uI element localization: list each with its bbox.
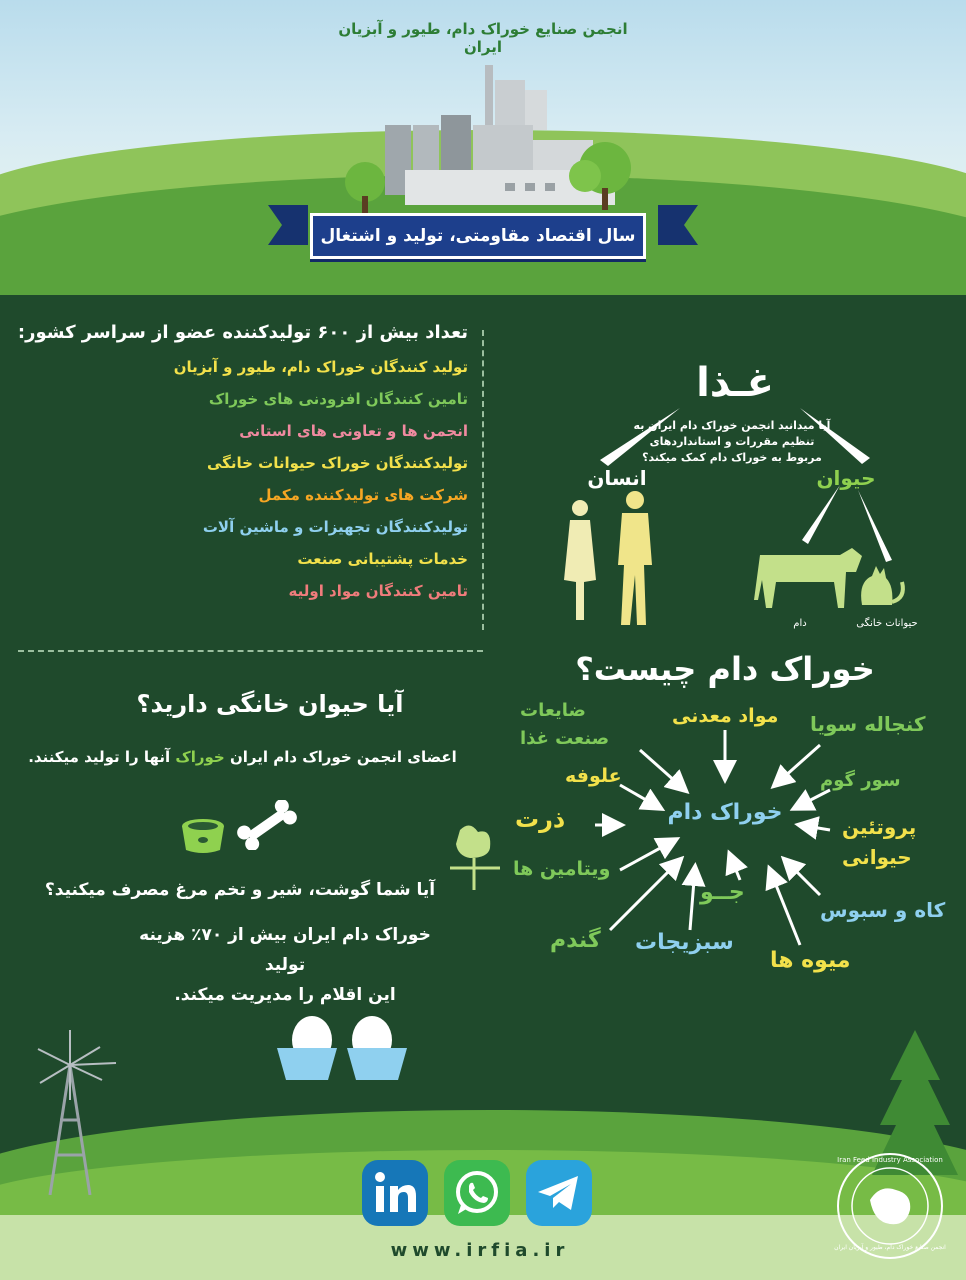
whatsapp-icon — [444, 1160, 510, 1226]
food-title: غـذا — [696, 360, 774, 406]
tree-icon — [560, 140, 650, 210]
pet-answer-after: آنها را تولید میکنند. — [28, 748, 171, 766]
member-item: تامین کنندگان مواد اولیه — [288, 582, 468, 600]
ingredient-label: سور گوم — [820, 770, 901, 791]
pet-answer-before: اعضای انجمن خوراک دام ایران — [229, 748, 457, 766]
pet-answer — [10, 748, 475, 766]
feed-center-label: خوراک دام — [667, 800, 783, 825]
windmill-icon — [20, 1025, 120, 1195]
ingredient-label: ضایعات — [520, 700, 586, 721]
ingredient-label: حیوانی — [842, 845, 912, 869]
cow-figure — [754, 548, 862, 608]
did-you-know-text: آیا میدانید انجمن خوراک دام ایران به تنظیم مقررات و استانداردهای مربوط به خوراک دام کمک میکند؟ — [633, 419, 831, 464]
consumption-answer — [120, 920, 450, 1010]
ingredient-label: ذرت — [515, 805, 566, 833]
eggs-icon — [272, 1010, 412, 1090]
animal-label: حیوان — [816, 466, 876, 490]
woman-figure — [564, 500, 596, 620]
telegram-button[interactable] — [526, 1160, 592, 1226]
linkedin-button[interactable] — [362, 1160, 428, 1226]
members-section — [18, 322, 468, 607]
consumption-question: آیا شما گوشت، شیر و تخم مرغ مصرف میکنید؟ — [44, 880, 436, 900]
logo-text-en: Iran Feed Industry Association — [837, 1156, 943, 1164]
what-is-feed-title: خوراک دام چیست؟ — [575, 650, 875, 688]
ingredient-label: مواد معدنی — [672, 705, 779, 727]
bone-icon — [232, 800, 302, 850]
vertical-divider — [482, 330, 484, 630]
member-item: شرکت های تولیدکننده مکمل — [258, 486, 468, 504]
org-name-title: انجمن صنایع خوراک دام، طیور و آبزیان ایران — [338, 20, 628, 56]
members-title: تعداد بیش از ۶۰۰ تولیدکننده عضو از سراسر کشور: — [17, 322, 468, 343]
member-item: تامین کنندگان افزودنی های خوراک — [208, 390, 468, 408]
pet-answer-highlight: خوراک — [175, 748, 225, 766]
man-figure — [618, 491, 652, 625]
ingredient-label: ویتامین ها — [513, 858, 611, 880]
horizontal-divider — [18, 650, 483, 652]
telegram-icon — [526, 1160, 592, 1226]
slogan-ribbon: سال اقتصاد مقاومتی، تولید و اشتغال — [310, 213, 646, 259]
human-label: انسان — [587, 466, 647, 490]
pet-question: آیا حیوان خانگی دارید؟ — [136, 690, 404, 718]
ingredient-label: علوفه — [565, 765, 622, 787]
ingredient-label: گندم — [550, 928, 601, 953]
tree-icon — [330, 160, 400, 215]
ingredient-label: جــو — [700, 880, 745, 905]
whatsapp-button[interactable] — [444, 1160, 510, 1226]
member-item: تولیدکنندگان خوراک حیوانات خانگی — [206, 454, 468, 472]
member-item: تولیدکنندگان تجهیزات و ماشین آلات — [202, 518, 468, 536]
consumption-answer-line1: خوراک دام ایران بیش از ۷۰٪ هزینه تولید — [139, 925, 431, 975]
ingredient-label: کنجاله سویا — [810, 712, 926, 736]
ingredient-label: میوه ها — [770, 948, 851, 973]
consumption-answer-line2: این اقلام را مدیریت میکند. — [174, 985, 396, 1005]
ingredient-label: سبزیجات — [635, 930, 734, 955]
website-url[interactable]: www.irfia.ir — [390, 1240, 570, 1261]
linkedin-icon — [362, 1160, 428, 1226]
cattle-label: دام — [793, 618, 807, 629]
member-item: انجمن ها و تعاونی های استانی — [239, 422, 468, 440]
pet-bowl-icon — [180, 818, 226, 854]
cat-figure — [861, 566, 903, 605]
ingredient-label: کاه و سبوس — [820, 898, 946, 922]
ingredient-label: صنعت غذا — [520, 728, 610, 749]
member-item: خدمات پشتیبانی صنعت — [297, 550, 468, 568]
logo-text-fa: انجمن صنایع خوراک دام، طیور و آبزیان ایران — [834, 1244, 946, 1251]
members-list — [18, 351, 468, 607]
member-item: تولید کنندگان خوراک دام، طیور و آبزیان — [173, 358, 468, 376]
pets-label: حیوانات خانگی — [856, 618, 918, 629]
ingredient-label: پروتئین — [842, 815, 917, 839]
